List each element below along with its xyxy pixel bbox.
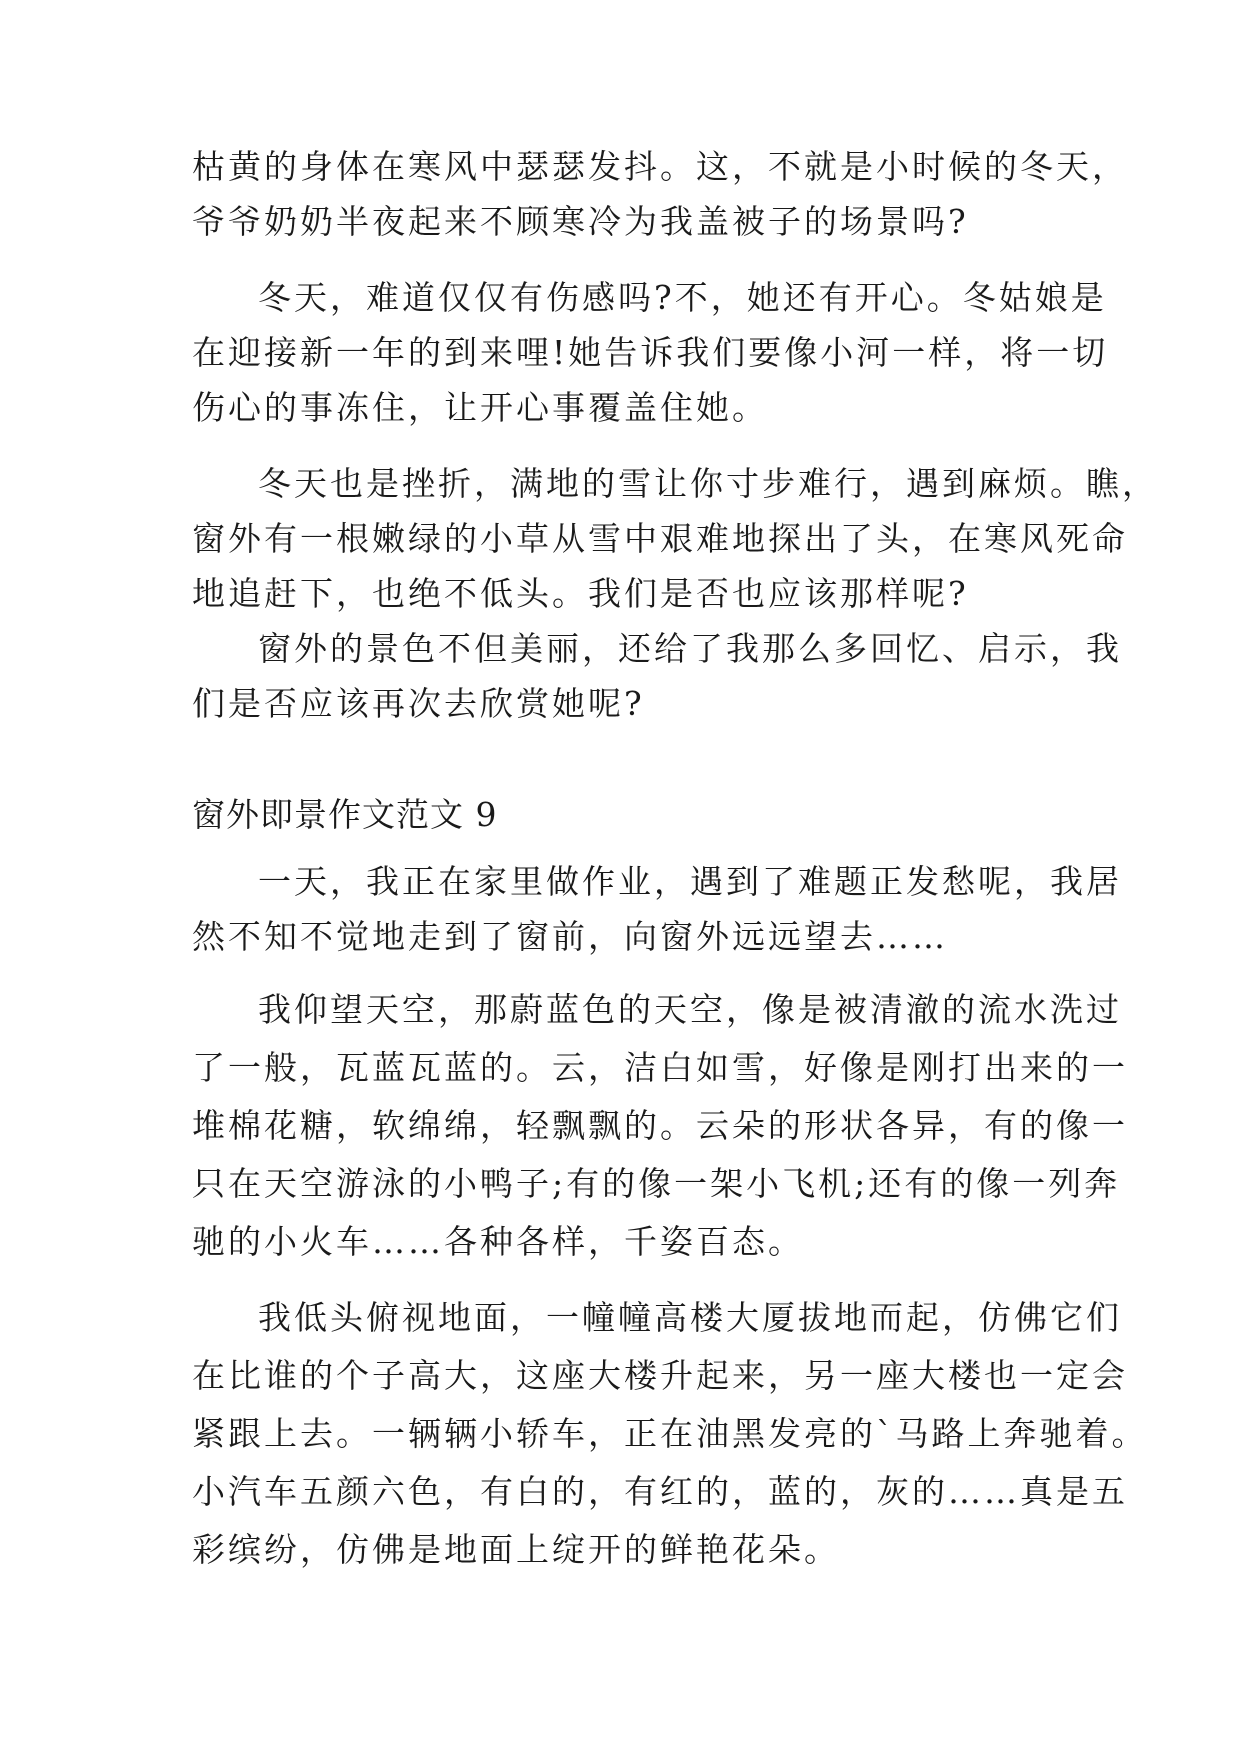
- text-line: 彩缤纷，仿佛是地面上绽开的鲜艳花朵。: [192, 1530, 840, 1569]
- section-heading: 窗外即景作文范文 9: [192, 795, 498, 834]
- text-line: 爷爷奶奶半夜起来不顾寒冷为我盖被子的场景吗?: [192, 202, 969, 241]
- text-line: 了一般，瓦蓝瓦蓝的。云，洁白如雪，好像是刚打出来的一: [192, 1048, 1128, 1087]
- text-line: 小汽车五颜六色，有白的，有红的，蓝的，灰的……真是五: [192, 1472, 1128, 1511]
- text-line: 只在天空游泳的小鸭子;有的像一架小飞机;还有的像一列奔: [192, 1164, 1121, 1203]
- paragraph-first-line: 一天，我正在家里做作业，遇到了难题正发愁呢，我居: [258, 862, 1122, 901]
- text-line: 们是否应该再次去欣赏她呢?: [192, 684, 645, 723]
- text-line: 地追赶下，也绝不低头。我们是否也应该那样呢?: [192, 574, 969, 613]
- text-line: 紧跟上去。一辆辆小轿车，正在油黑发亮的`马路上奔驰着。: [192, 1414, 1148, 1453]
- text-line: 在比谁的个子高大，这座大楼升起来，另一座大楼也一定会: [192, 1356, 1128, 1395]
- paragraph-first-line: 我低头俯视地面，一幢幢高楼大厦拔地而起，仿佛它们: [258, 1298, 1122, 1337]
- text-line: 伤心的事冻住，让开心事覆盖住她。: [192, 388, 768, 427]
- text-line: 然不知不觉地走到了窗前，向窗外远远望去……: [192, 917, 948, 956]
- paragraph-first-line: 冬天也是挫折，满地的雪让你寸步难行，遇到麻烦。瞧，: [258, 464, 1158, 503]
- text-line: 驰的小火车……各种各样，千姿百态。: [192, 1222, 804, 1261]
- text-line: 在迎接新一年的到来哩!她告诉我们要像小河一样，将一切: [192, 333, 1109, 372]
- paragraph-first-line: 窗外的景色不但美丽，还给了我那么多回忆、启示，我: [258, 629, 1122, 668]
- text-line: 堆棉花糖，软绵绵，轻飘飘的。云朵的形状各异，有的像一: [192, 1106, 1128, 1145]
- text-line: 枯黄的身体在寒风中瑟瑟发抖。这，不就是小时候的冬天，: [192, 147, 1128, 186]
- paragraph-first-line: 冬天，难道仅仅有伤感吗?不，她还有开心。冬姑娘是: [258, 278, 1107, 317]
- text-line: 窗外有一根嫩绿的小草从雪中艰难地探出了头，在寒风死命: [192, 519, 1128, 558]
- paragraph-first-line: 我仰望天空，那蔚蓝色的天空，像是被清澈的流水洗过: [258, 990, 1122, 1029]
